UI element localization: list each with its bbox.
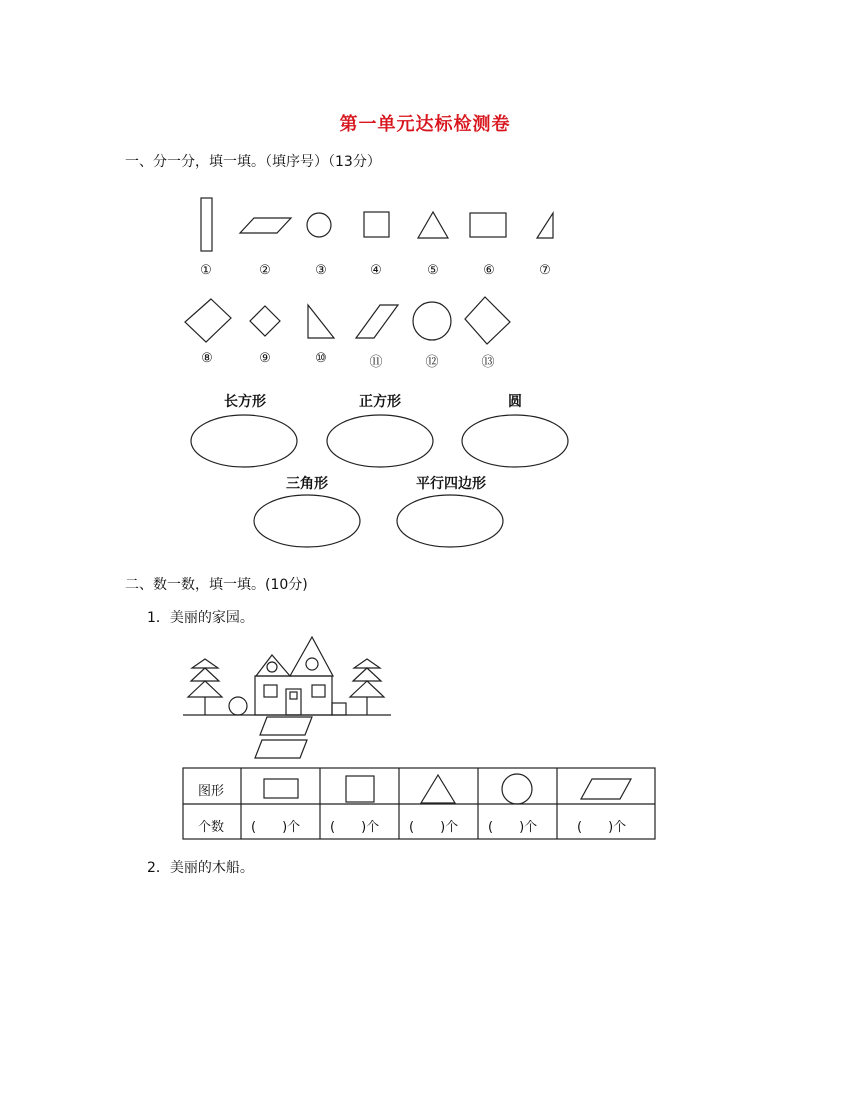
shape-number-8: ⑧ — [201, 351, 213, 366]
shape-number-5: ⑤ — [427, 263, 439, 278]
flat-parallelogram-icon — [240, 218, 291, 233]
large-circle-icon — [413, 302, 451, 340]
tilted-rectangle-icon — [465, 297, 510, 344]
rectangle-icon — [264, 779, 298, 798]
shape-count-table — [183, 768, 655, 839]
answer-oval-circle[interactable] — [462, 415, 568, 467]
shape-number-1: ① — [200, 263, 212, 278]
slanted-parallelogram-icon — [356, 305, 398, 338]
square-icon — [346, 776, 374, 802]
table-row-label-count: 个数 — [198, 820, 225, 835]
rectangle-icon — [470, 213, 506, 237]
question-2-item-2: 2．美丽的木船。 — [147, 860, 254, 876]
diamond-square-icon — [250, 306, 280, 336]
shape-number-3: ③ — [315, 263, 327, 278]
shape-number-11: ⑪ — [369, 355, 383, 370]
shape-number-9: ⑨ — [259, 351, 271, 366]
shape-number-4: ④ — [370, 263, 382, 278]
square-icon — [364, 212, 389, 237]
answer-oval-square[interactable] — [327, 415, 433, 467]
page-title: 第一单元达标检测卷 — [339, 114, 511, 135]
house-scene-illustration — [183, 637, 391, 758]
shape-number-12: ⑫ — [425, 355, 439, 370]
count-cell-rectangle[interactable]: ( )个 — [251, 820, 301, 835]
shape-number-13: ⑬ — [481, 355, 495, 370]
question-2-heading: 二、数一数，填一填。(10分) — [125, 577, 308, 593]
parallelogram-icon — [581, 779, 631, 799]
right-triangle-icon — [308, 305, 334, 338]
category-label-parallelogram: 平行四边形 — [416, 476, 486, 492]
answer-oval-triangle[interactable] — [254, 495, 360, 547]
shape-number-10: ⑩ — [315, 351, 327, 366]
answer-oval-rectangle[interactable] — [191, 415, 297, 467]
shape-number-7: ⑦ — [539, 263, 551, 278]
small-right-triangle-icon — [537, 213, 553, 238]
count-cell-triangle[interactable]: ( )个 — [409, 820, 459, 835]
category-label-circle: 圆 — [508, 394, 522, 410]
count-cell-square[interactable]: ( )个 — [330, 820, 380, 835]
triangle-icon — [418, 212, 448, 238]
shape-number-6: ⑥ — [483, 263, 495, 278]
triangle-icon — [421, 775, 455, 803]
small-circle-icon — [307, 213, 331, 237]
category-label-rectangle: 长方形 — [224, 394, 266, 410]
tall-thin-rectangle-icon — [201, 198, 212, 251]
category-label-square: 正方形 — [359, 394, 401, 410]
shape-number-2: ② — [259, 263, 271, 278]
question-1-heading: 一、分一分，填一填。（填序号）（13分） — [125, 154, 381, 170]
circle-icon — [502, 774, 532, 804]
table-row-label-shape: 图形 — [198, 784, 225, 799]
question-2-item-1: 1．美丽的家园。 — [147, 610, 254, 626]
answer-oval-parallelogram[interactable] — [397, 495, 503, 547]
count-cell-parallelogram[interactable]: ( )个 — [577, 820, 627, 835]
tilted-rectangle-icon — [185, 299, 231, 342]
count-cell-circle[interactable]: ( )个 — [488, 820, 538, 835]
category-label-triangle: 三角形 — [286, 476, 328, 492]
